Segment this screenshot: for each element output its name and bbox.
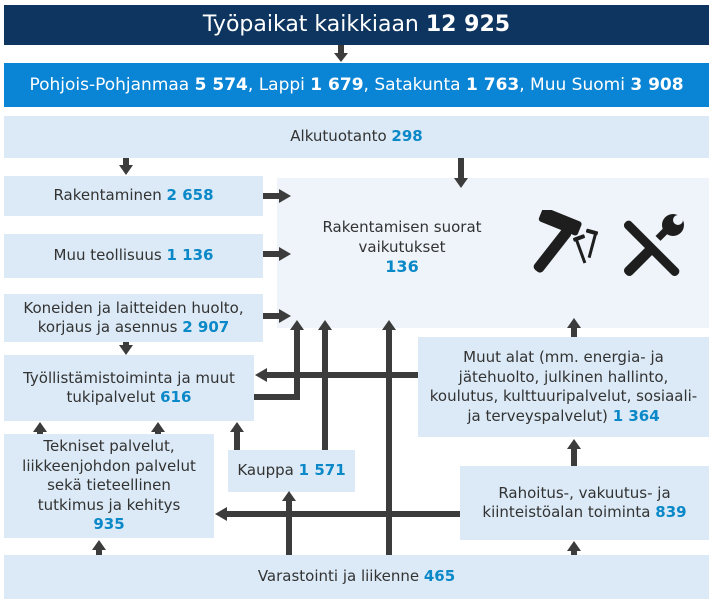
tekniset-line1: Tekniset palvelut, xyxy=(43,437,175,456)
connector-line xyxy=(155,432,161,434)
regions-bar: Pohjois-Pohjanmaa 5 574 , Lappi 1 679 , Satakunta 1 763 , Muu Suomi 3 908 xyxy=(4,63,709,107)
arrow-head xyxy=(230,422,244,432)
muut-alat-line1: Muut alat (mm. energia- ja xyxy=(463,348,664,366)
rahoitus-line1: Rahoitus-, vakuutus- ja xyxy=(498,483,671,502)
arrow-head xyxy=(215,507,227,521)
region-1-label: Pohjois-Pohjanmaa xyxy=(29,74,190,95)
connector-line xyxy=(322,330,328,450)
connector-line xyxy=(263,313,280,319)
arrow-head xyxy=(279,189,291,203)
varastointi-value: 465 xyxy=(423,567,456,586)
tyollistamis-line2: tukipalvelut xyxy=(66,388,156,406)
rakentamisen-suorat-line1: Rakentamisen suorat xyxy=(322,218,482,236)
tekniset-value: 935 xyxy=(93,515,125,534)
connector-line xyxy=(263,251,280,257)
connector-line xyxy=(286,500,292,555)
muut-alat-line3: koulutus, kulttuuripalvelut, sosiaali- xyxy=(429,387,698,405)
connector-line xyxy=(254,394,300,400)
kauppa-value: 1 571 xyxy=(298,461,346,480)
connector-line xyxy=(294,330,300,398)
connector-line xyxy=(234,432,240,450)
arrow-head xyxy=(92,540,106,550)
tekniset-line4: tutkimus ja kehitys xyxy=(37,495,181,514)
koneiden-line2: korjaus ja asennus xyxy=(37,318,178,336)
muut-alat-value: 1 364 xyxy=(612,406,660,425)
koneiden-line1: Koneiden ja laitteiden huolto, xyxy=(23,298,244,317)
connector-line xyxy=(265,372,418,378)
arrow-head xyxy=(282,491,296,501)
koneiden-value: 2 907 xyxy=(182,318,230,336)
tekniset-line3: sekä tieteellinen xyxy=(47,476,171,495)
arrow-head xyxy=(119,345,133,355)
connector-line xyxy=(458,158,464,179)
region-4-value: 3 908 xyxy=(630,74,684,95)
arrow-head xyxy=(334,53,348,62)
rakentaminen-value: 2 658 xyxy=(166,186,214,205)
arrow-head xyxy=(382,320,396,330)
rahoitus-line2: kiinteistöalan toiminta xyxy=(482,503,651,521)
muu-teollisuus-label: Muu teollisuus xyxy=(53,246,162,265)
title-value: 12 925 xyxy=(425,11,511,37)
muut-alat-line2: jätehuolto, julkinen hallinto, xyxy=(458,367,669,386)
arrow-head xyxy=(279,247,291,261)
rahoitus-value: 839 xyxy=(655,503,687,521)
region-3-label: Satakunta xyxy=(374,74,461,95)
connector-line xyxy=(571,447,577,466)
rakentaminen-label: Rakentaminen xyxy=(53,186,162,205)
rakentamisen-suorat-value: 136 xyxy=(385,257,419,276)
arrow-head xyxy=(567,318,581,328)
arrow-head xyxy=(151,422,165,432)
arrow-head xyxy=(567,439,581,449)
alkutuotanto-label: Alkutuotanto xyxy=(290,127,387,146)
alkutuotanto-value: 298 xyxy=(391,127,423,146)
connector-line xyxy=(263,193,280,199)
muut-alat-line4: ja terveyspalvelut) xyxy=(467,406,608,425)
arrow-head xyxy=(119,165,133,175)
arrow-head xyxy=(567,541,581,551)
arrow-head xyxy=(33,422,47,432)
region-2-label: Lappi xyxy=(258,74,305,95)
arrow-head xyxy=(454,178,468,188)
muu-teollisuus-value: 1 136 xyxy=(166,246,214,265)
connector-line xyxy=(386,330,392,555)
varastointi-label: Varastointi ja liikenne xyxy=(257,567,420,586)
arrow-head xyxy=(290,320,304,330)
region-2-value: 1 679 xyxy=(310,74,364,95)
rakentamisen-suorat-line2: vaikutukset xyxy=(358,237,446,256)
connector-line xyxy=(37,432,43,434)
connector-line xyxy=(123,158,129,166)
tyollistamis-line1: Työllistämistoiminta ja muut xyxy=(23,368,235,387)
arrow-head xyxy=(255,368,267,382)
region-3-value: 1 763 xyxy=(466,74,520,95)
tyollistamis-value: 616 xyxy=(160,388,192,406)
tekniset-line2: liikkeenjohdon palvelut xyxy=(22,456,196,475)
arrow-head xyxy=(318,320,332,330)
arrow-head xyxy=(279,309,291,323)
connector-line xyxy=(226,511,460,517)
kauppa-label: Kauppa xyxy=(237,461,294,480)
region-4-label: Muu Suomi xyxy=(530,74,625,95)
region-1-value: 5 574 xyxy=(194,74,248,95)
title-text: Työpaikat kaikkiaan xyxy=(202,11,419,37)
